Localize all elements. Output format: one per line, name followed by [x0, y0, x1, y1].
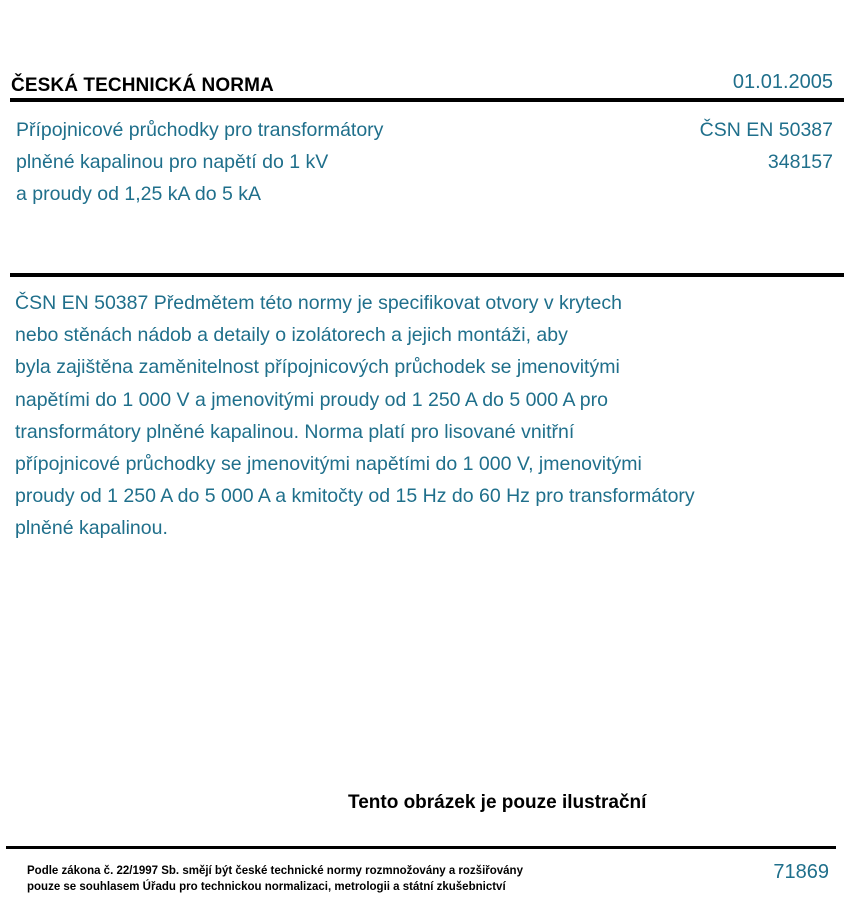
abstract-line: ČSN EN 50387 Předmětem této normy je specifikovat otvory v krytech [15, 292, 622, 314]
legal-line: pouze se souhlasem Úřadu pro technickou normalizaci, metrologii a státní zkušebnictví [27, 881, 506, 893]
standard-title-line: a proudy od 1,25 kA do 5 kA [16, 183, 262, 205]
issue-date: 01.01.2005 [732, 71, 833, 93]
legal-notice [27, 863, 523, 895]
document-type-heading: ČESKÁ TECHNICKÁ NORMA [11, 75, 274, 96]
abstract-line: byla zajištěna zaměnitelnost přípojnicových průchodek se jmenovitými [15, 356, 620, 379]
standard-identifiers [700, 114, 833, 178]
abstract-line: proudy od 1 250 A do 5 000 A a kmitočty od 15 Hz do 60 Hz pro transformátory [15, 485, 695, 508]
illustration-note: Tento obrázek je pouze ilustrační [348, 792, 647, 813]
footer-divider [6, 846, 836, 849]
legal-line: Podle zákona č. 22/1997 Sb. smějí být české technické normy rozmnožovány a rozšiřovány [27, 865, 523, 877]
abstract-line: plněné kapalinou. [15, 517, 168, 540]
abstract-line: napětími do 1 000 V a jmenovitými proudy od 1 250 A do 5 000 A pro [15, 388, 608, 411]
standard-title [16, 114, 383, 210]
document-number: 71869 [773, 861, 829, 883]
standard-title-line: Přípojnicové průchodky pro transformátory [16, 119, 384, 141]
abstract-line: přípojnicové průchodky se jmenovitými napětími do 1 000 V, jmenovitými [15, 453, 642, 476]
header-divider [10, 98, 844, 102]
class-number: 348157 [767, 151, 833, 173]
standard-title-line: plněné kapalinou pro napětí do 1 kV [16, 151, 329, 173]
standard-code: ČSN EN 50387 [699, 119, 833, 141]
abstract-text [15, 287, 805, 545]
abstract-line: transformátory plněné kapalinou. Norma platí pro lisované vnitřní [15, 420, 575, 443]
section-divider [10, 273, 844, 277]
abstract-line: nebo stěnách nádob a detaily o izolátorech a jejich montáži, aby [15, 324, 568, 347]
